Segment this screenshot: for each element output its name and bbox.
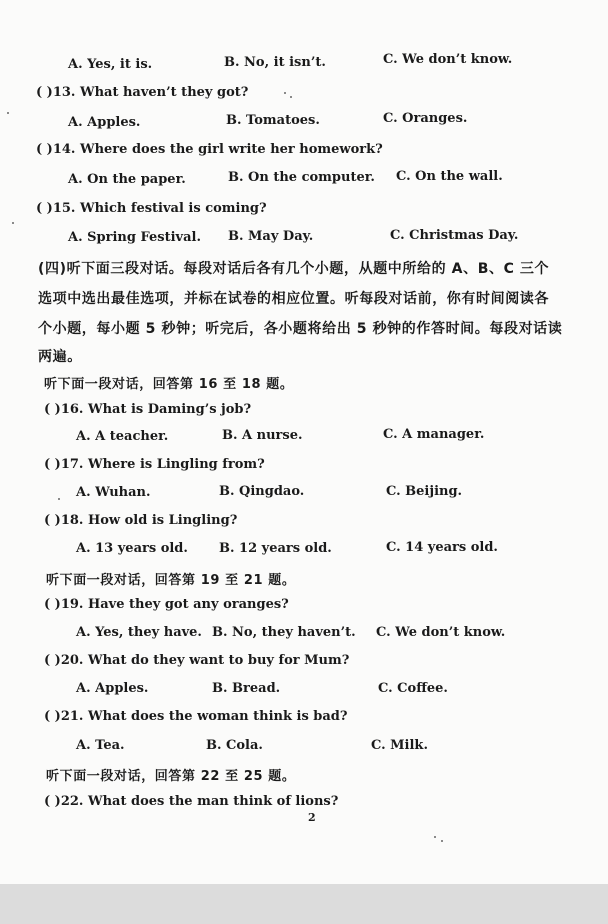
q18-prompt: ( )18. How old is Lingling? [44, 513, 238, 528]
q19-option-b: B. No, they haven’t. [212, 625, 356, 640]
scan-speck [290, 96, 292, 98]
q18-option-b: B. 12 years old. [219, 541, 332, 556]
q12-option-c: C. We don’t know. [383, 52, 513, 67]
q20-option-a: A. Apples. [76, 681, 149, 696]
scan-speck [7, 112, 9, 114]
section4-line2: 选项中选出最佳选项，并标在试卷的相应位置。听每段对话前，你有时间阅读各 [38, 291, 549, 307]
q14-prompt: ( )14. Where does the girl write her homework? [36, 142, 383, 157]
q13-option-b: B. Tomatoes. [226, 113, 320, 128]
q13-option-c: C. Oranges. [383, 111, 468, 126]
q15-option-a: A. Spring Festival. [68, 230, 201, 245]
q20-option-c: C. Coffee. [378, 681, 448, 696]
q14-option-b: B. On the computer. [228, 170, 375, 185]
q21-option-b: B. Cola. [206, 738, 263, 753]
q17-option-c: C. Beijing. [386, 484, 463, 499]
q20-option-b: B. Bread. [212, 681, 281, 696]
q14-option-c: C. On the wall. [396, 169, 503, 184]
q20-prompt: ( )20. What do they want to buy for Mum? [44, 653, 350, 668]
q21-prompt: ( )21. What does the woman think is bad? [44, 709, 348, 724]
q15-option-c: C. Christmas Day. [390, 228, 519, 243]
bottom-margin [0, 884, 608, 924]
q16-option-b: B. A nurse. [222, 428, 303, 443]
q13-option-a: A. Apples. [68, 115, 141, 130]
q14-option-a: A. On the paper. [68, 172, 186, 187]
q17-prompt: ( )17. Where is Lingling from? [44, 457, 265, 472]
scan-speck [284, 92, 286, 94]
scan-speck [434, 836, 436, 838]
q21-option-c: C. Milk. [371, 738, 428, 753]
q16-option-a: A. A teacher. [76, 429, 169, 444]
q15-option-b: B. May Day. [228, 229, 314, 244]
scan-speck [58, 498, 60, 500]
q17-option-b: B. Qingdao. [219, 484, 305, 499]
page-number: 2 [308, 811, 316, 824]
dialog1-instruction: 听下面一段对话，回答第 16 至 18 题。 [44, 377, 294, 392]
q22-prompt: ( )22. What does the man think of lions? [44, 794, 339, 809]
q16-prompt: ( )16. What is Daming’s job? [44, 402, 252, 417]
q17-option-a: A. Wuhan. [76, 485, 151, 500]
section4-line3: 个小题，每小题 5 秒钟；听完后，各小题将给出 5 秒钟的作答时间。每段对话读 [38, 321, 563, 337]
q21-option-a: A. Tea. [76, 738, 125, 753]
q15-prompt: ( )15. Which festival is coming? [36, 201, 267, 216]
section4-line1: (四)听下面三段对话。每段对话后各有几个小题，从题中所给的 A、B、C 三个 [38, 261, 550, 277]
section4-line4: 两遍。 [38, 349, 82, 365]
dialog3-instruction: 听下面一段对话，回答第 22 至 25 题。 [46, 769, 296, 784]
q19-option-a: A. Yes, they have. [76, 625, 202, 640]
q12-option-a: A. Yes, it is. [68, 57, 153, 72]
q13-prompt: ( )13. What haven’t they got? [36, 85, 249, 100]
q16-option-c: C. A manager. [383, 427, 485, 442]
q19-option-c: C. We don’t know. [376, 625, 506, 640]
q12-option-b: B. No, it isn’t. [224, 55, 326, 70]
q18-option-a: A. 13 years old. [76, 541, 188, 556]
q18-option-c: C. 14 years old. [386, 540, 498, 555]
scan-speck [12, 222, 14, 224]
q19-prompt: ( )19. Have they got any oranges? [44, 597, 289, 612]
dialog2-instruction: 听下面一段对话，回答第 19 至 21 题。 [46, 573, 296, 588]
scan-speck [441, 840, 443, 842]
